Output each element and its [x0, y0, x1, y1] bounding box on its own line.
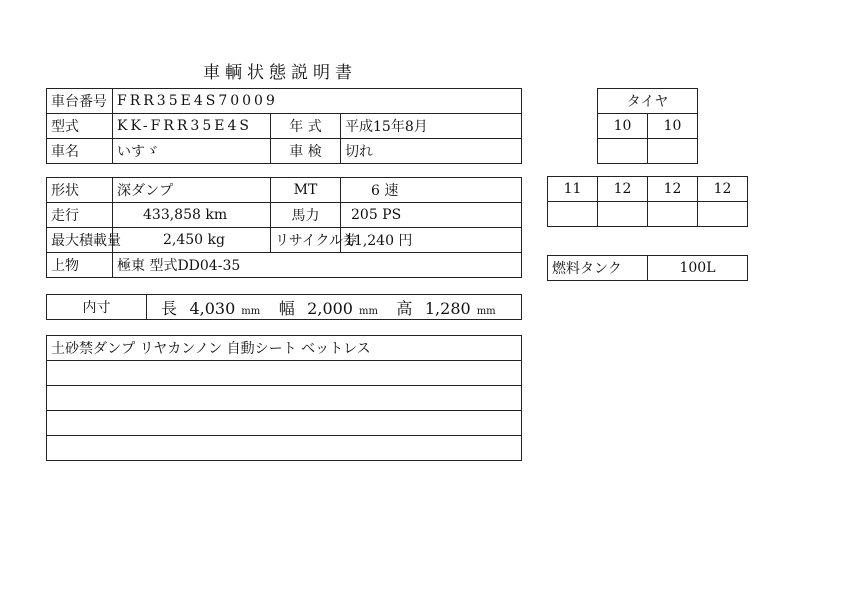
height-value: 1,280: [424, 298, 471, 318]
table-row: [548, 177, 748, 202]
body-label: 上物: [47, 253, 113, 278]
tire-rear-3: 12: [648, 177, 698, 202]
inspection-value: 切れ: [341, 139, 522, 164]
table-row: [47, 386, 522, 411]
table-row: [47, 139, 522, 164]
transmission-value: 6 速: [341, 178, 522, 203]
year-label: 年 式: [271, 114, 341, 139]
specs-table: [46, 177, 522, 278]
length-label: 長: [161, 298, 178, 318]
note-line: 土砂禁ダンプ リヤカンノン 自動シート ベットレス: [47, 336, 522, 361]
table-row: [47, 295, 522, 320]
table-row: [47, 114, 522, 139]
table-row: [47, 178, 522, 203]
inner-dimensions-label: 内寸: [47, 295, 147, 320]
fuel-tank-table: [547, 255, 748, 281]
table-row: [548, 256, 748, 281]
recycle-ticket-label: リサイクル券: [271, 228, 341, 253]
horsepower-label: 馬力: [271, 203, 341, 228]
table-row: [47, 361, 522, 386]
table-row: [548, 202, 748, 227]
model-label: 型式: [47, 114, 113, 139]
mileage-value: 433,858 km: [113, 203, 271, 228]
note-line: [47, 361, 522, 386]
tire-rear-blank: [598, 202, 648, 227]
table-row: [47, 411, 522, 436]
tire-rear-blank: [648, 202, 698, 227]
length-value: 4,030: [189, 298, 236, 318]
chassis-number-value: FRR35E4S70009: [113, 89, 522, 114]
model-value: KK-FRR35E4S: [113, 114, 271, 139]
height-label: 高: [396, 298, 413, 318]
tire-rear-1: 11: [548, 177, 598, 202]
note-line: [47, 411, 522, 436]
year-value: 平成15年8月: [341, 114, 522, 139]
table-row: [598, 139, 698, 164]
document-title: 車輌状態説明書: [203, 63, 357, 83]
tire-front-left: 10: [598, 114, 648, 139]
tire-rear-2: 12: [598, 177, 648, 202]
table-row: [47, 253, 522, 278]
table-row: [47, 228, 522, 253]
maker-value: いすゞ: [113, 139, 271, 164]
note-line: [47, 386, 522, 411]
tire-rear-4: 12: [698, 177, 748, 202]
table-row: [47, 436, 522, 461]
horsepower-value: 205 PS: [341, 203, 522, 228]
shape-label: 形状: [47, 178, 113, 203]
width-label: 幅: [278, 298, 295, 318]
max-load-label: 最大積載量: [47, 228, 113, 253]
tire-front-blank: [598, 139, 648, 164]
table-row: [598, 89, 698, 114]
fuel-tank-label: 燃料タンク: [548, 256, 648, 281]
table-row: [47, 336, 522, 361]
width-value: 2,000: [307, 298, 353, 318]
mileage-label: 走行: [47, 203, 113, 228]
recycle-ticket-value: 11,240 円: [341, 228, 522, 253]
table-row: [598, 114, 698, 139]
fuel-tank-value: 100L: [648, 256, 748, 281]
body-value: 極東 型式DD04-35: [113, 253, 522, 278]
dimensions-table: [46, 294, 522, 320]
vehicle-info-table: [46, 88, 522, 164]
tire-front-blank: [648, 139, 698, 164]
tire-front-right: 10: [648, 114, 698, 139]
notes-table: [46, 335, 522, 461]
chassis-number-label: 車台番号: [47, 89, 113, 114]
shape-value: 深ダンプ: [113, 178, 271, 203]
height-unit: mm: [476, 305, 496, 317]
tire-header: タイヤ: [598, 89, 698, 114]
inner-dimensions-values: [147, 295, 522, 320]
tire-rear-blank: [698, 202, 748, 227]
table-row: [47, 203, 522, 228]
inspection-label: 車 検: [271, 139, 341, 164]
width-unit: mm: [358, 305, 378, 317]
tire-rear-blank: [548, 202, 598, 227]
tire-rear-table: [547, 176, 748, 227]
transmission-label: MT: [271, 178, 341, 203]
note-line: [47, 436, 522, 461]
maker-label: 車名: [47, 139, 113, 164]
length-unit: mm: [241, 305, 261, 317]
tire-front-table: [597, 88, 698, 164]
max-load-value: 2,450 kg: [113, 228, 271, 253]
table-row: [47, 89, 522, 114]
